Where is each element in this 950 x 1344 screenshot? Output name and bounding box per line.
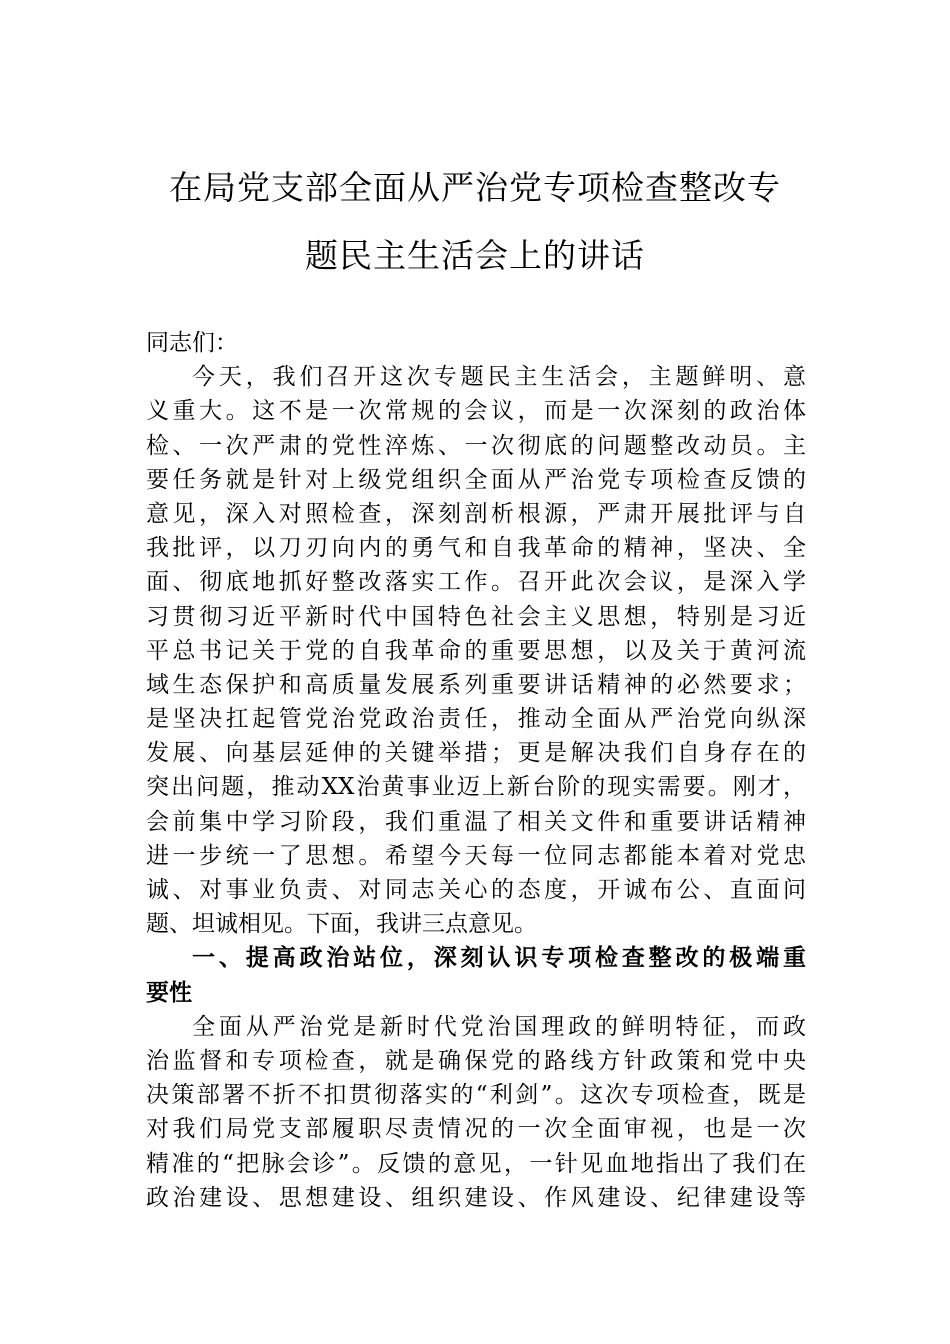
paragraph-2-line: 对我们局党支部履职尽责情况的一次全面审视，也是一次 xyxy=(146,1116,806,1143)
paragraph-1-line: 要任务就是针对上级党组织全面从严治党专项检查反馈的 xyxy=(146,466,806,493)
paragraph-1-line: 题、坦诚相见。下面，我讲三点意见。 xyxy=(146,911,537,938)
paragraph-1-line: 检、一次严肃的党性淬炼、一次彻底的问题整改动员。主 xyxy=(146,432,806,459)
paragraph-1-line: 发展、向基层延伸的关键举措；更是解决我们自身存在的 xyxy=(146,740,806,767)
document-body xyxy=(146,326,806,1215)
paragraph-1-line: 我批评，以刀刃向内的勇气和自我革命的精神，坚决、全 xyxy=(146,535,806,562)
section-heading-1-line: 一、提高政治站位，深刻认识专项检查整改的极端重 xyxy=(192,945,806,972)
paragraph-2-line: 决策部署不折不扣贯彻落实的“利剑”。这次专项检查，既是 xyxy=(146,1082,806,1109)
paragraph-1-line: 义重大。这不是一次常规的会议，而是一次深刻的政治体 xyxy=(146,398,806,425)
salutation: 同志们： xyxy=(146,330,238,356)
paragraph-2-line: 精准的“把脉会诊”。反馈的意见，一针见血地指出了我们在 xyxy=(146,1150,806,1177)
paragraph-1-line: 面、彻底地抓好整改落实工作。召开此次会议，是深入学 xyxy=(146,569,806,596)
document-title-line-2: 题民主生活会上的讲话 xyxy=(305,236,645,275)
paragraph-1-line: 突出问题，推动XX治黄事业迈上新台阶的现实需要。刚才， xyxy=(146,774,806,801)
document-title-line-1: 在局党支部全面从严治党专项检查整改专 xyxy=(169,168,781,207)
paragraph-1-line: 是坚决扛起管党治党政治责任，推动全面从严治党向纵深 xyxy=(146,706,806,733)
paragraph-1-line: 域生态保护和高质量发展系列重要讲话精神的必然要求； xyxy=(146,671,806,698)
paragraph-1-line: 诚、对事业负责、对同志关心的态度，开诚布公、直面问 xyxy=(146,877,806,903)
section-heading-1-line: 要性 xyxy=(146,979,192,1006)
paragraph-2-line: 全面从严治党是新时代党治国理政的鲜明特征，而政 xyxy=(192,1013,806,1040)
paragraph-1-line: 会前集中学习阶段，我们重温了相关文件和重要讲话精神 xyxy=(146,808,806,835)
paragraph-1-line: 习贯彻习近平新时代中国特色社会主义思想，特别是习近 xyxy=(146,603,806,630)
paragraph-2-line: 政治建设、思想建设、组织建设、作风建设、纪律建设等 xyxy=(146,1184,806,1211)
paragraph-1-line: 进一步统一了思想。希望今天每一位同志都能本着对党忠 xyxy=(146,842,806,869)
paragraph-1-line: 意见，深入对照检查，深刻剖析根源，严肃开展批评与自 xyxy=(146,500,806,527)
paragraph-2-line: 治监督和专项检查，就是确保党的路线方针政策和党中央 xyxy=(146,1047,806,1074)
paragraph-1-line: 平总书记关于党的自我革命的重要思想，以及关于黄河流 xyxy=(146,637,806,664)
paragraph-1-line: 今天，我们召开这次专题民主生活会，主题鲜明、意 xyxy=(192,364,806,391)
